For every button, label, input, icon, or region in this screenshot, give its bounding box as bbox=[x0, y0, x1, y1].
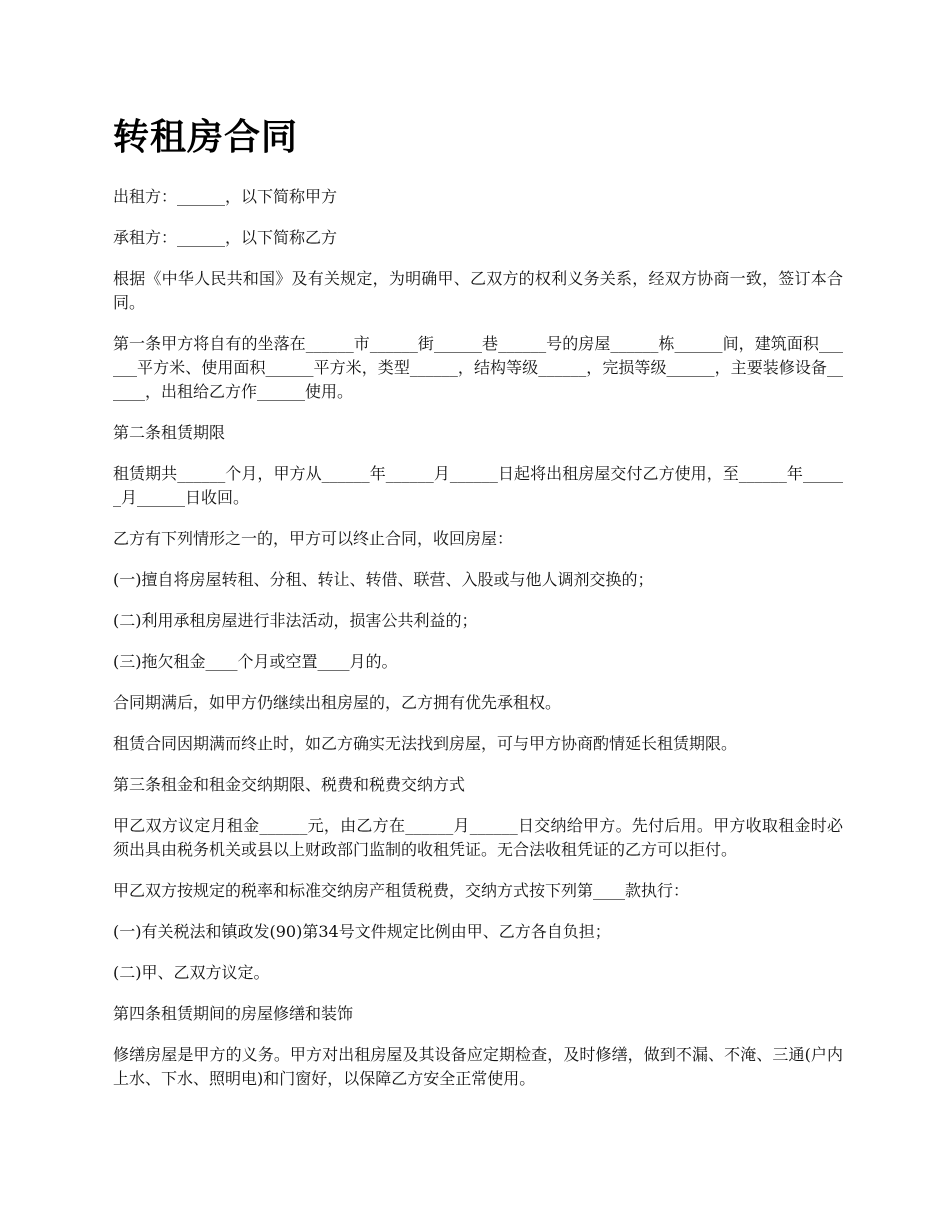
priority-renewal-paragraph: 合同期满后，如甲方仍继续出租房屋的，乙方拥有优先承租权。 bbox=[113, 693, 562, 712]
rent-payment-paragraph: 甲乙双方议定月租金______元，由乙方在______月______日交纳给甲方。先付后用。甲方收取租金时必须出具由税务机关或县以上财政部门监制的收租凭证。无合法收租凭证的乙方可以拒付。 bbox=[113, 816, 843, 859]
article-2-heading: 第二条租赁期限 bbox=[113, 423, 226, 442]
termination-item-3: (三)拖欠租金____个月或空置____月的。 bbox=[113, 652, 398, 671]
tax-item-1: (一)有关税法和镇政发(90)第34号文件规定比例由甲、乙方各自负担； bbox=[113, 922, 611, 941]
termination-intro-paragraph: 乙方有下列情形之一的，甲方可以终止合同，收回房屋： bbox=[113, 529, 514, 548]
document-title: 转租房合同 bbox=[113, 116, 299, 158]
tax-payment-paragraph: 甲乙双方按规定的税率和标准交纳房产租赁税费，交纳方式按下列第____款执行： bbox=[113, 881, 690, 900]
lease-term-paragraph: 租赁期共______个月，甲方从______年______月______日起将出租房屋交付乙方使用，至______年______月______日收回。 bbox=[113, 464, 843, 507]
lessee-line: 承租方：______，以下简称乙方 bbox=[113, 228, 338, 247]
lessor-line: 出租方：______，以下简称甲方 bbox=[113, 187, 338, 206]
document-page bbox=[113, 113, 843, 1108]
preamble-paragraph: 根据《中华人民共和国》及有关规定，为明确甲、乙双方的权利义务关系，经双方协商一致，签订本合同。 bbox=[113, 269, 843, 312]
article-3-heading: 第三条租金和租金交纳期限、税费和税费交纳方式 bbox=[113, 775, 466, 794]
extension-paragraph: 租赁合同因期满而终止时，如乙方确实无法找到房屋，可与甲方协商酌情延长租赁期限。 bbox=[113, 734, 738, 753]
tax-item-2: (二)甲、乙双方议定。 bbox=[113, 963, 270, 982]
termination-item-2: (二)利用承租房屋进行非法活动，损害公共利益的； bbox=[113, 611, 478, 630]
article-1-paragraph: 第一条甲方将自有的坐落在______市______街______巷______号的房屋______栋______间，建筑面积______平方米、使用面积______平方米，类型______，结构等级______，完损等级______，主要装修设备______，出租给乙方作______使用。 bbox=[113, 334, 843, 401]
termination-item-1: (一)擅自将房屋转租、分租、转让、转借、联营、入股或与他人调剂交换的； bbox=[113, 570, 654, 589]
repair-paragraph: 修缮房屋是甲方的义务。甲方对出租房屋及其设备应定期检查，及时修缮，做到不漏、不淹、三通(户内上水、下水、照明电)和门窗好，以保障乙方安全正常使用。 bbox=[113, 1045, 843, 1088]
article-4-heading: 第四条租赁期间的房屋修缮和装饰 bbox=[113, 1004, 354, 1023]
